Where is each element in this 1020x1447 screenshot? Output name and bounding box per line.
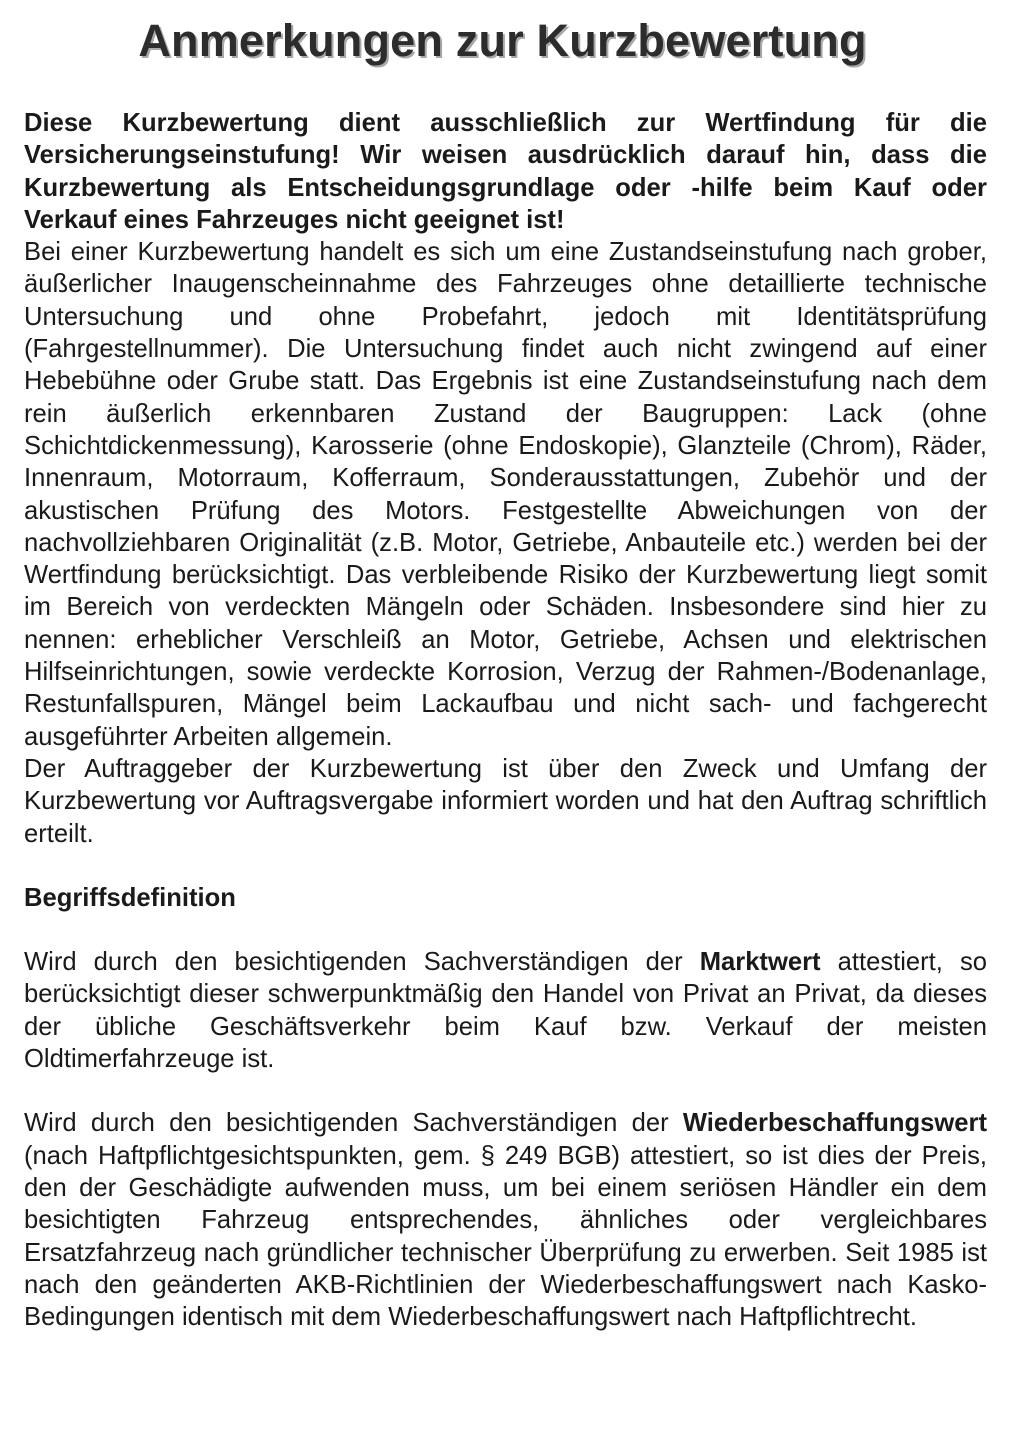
wbw-text-before: Wird durch den besichtigenden Sachverständigen der — [24, 1109, 683, 1138]
intro-disclaimer: Diese Kurzbewertung dient ausschließlich zur Wertfindung für die Versicherungseinstufung! Wir weisen ausdrücklich darauf hin, dass die Kurzbewertung als Entscheidungsgrundlage oder -hilfe beim Kauf oder Verkauf eines Fahrzeuges nicht geeignet ist! — [24, 109, 987, 234]
document-body — [24, 107, 987, 1333]
spacer — [24, 1075, 987, 1107]
marktwert-term: Marktwert — [699, 948, 821, 977]
spacer — [24, 914, 987, 946]
wbw-term: Wiederbeschaffungswert — [682, 1109, 987, 1138]
marktwert-paragraph — [24, 946, 987, 1075]
spacer — [24, 850, 987, 882]
body-paragraph-2: Der Auftraggeber der Kurzbewertung ist über den Zweck und Umfang der Kurzbewertung vor Auftragsvergabe informiert worden und hat den Auftrag schriftlich erteilt. — [24, 754, 987, 848]
page-title: Anmerkungen zur Kurzbewertung — [138, 15, 867, 66]
body-paragraph-1: Bei einer Kurzbewertung handelt es sich um eine Zustandseinstufung nach grober, äußerlicher Inaugenscheinnahme des Fahrzeuges ohne detaillierte technische Untersuchung und ohne Probefahrt, jedoch mit Identitätsprüfung (Fahrgestellnummer). Die Untersuchung findet auch nicht zwingend auf einer Hebebühne oder Grube statt. Das Ergebnis ist eine Zustandseinstufung nach dem rein äußerlich erkennbaren Zustand der Baugruppen: Lack (ohne Schichtdickenmessung), Karosserie (ohne Endoskopie), Glanzteile (Chrom), Räder, Innenraum, Motorraum, Kofferraum, Sonderausstattungen, Zubehör und der akustischen Prüfung des Motors. Festgestellte Abweichungen von der nachvollziehbaren Originalität (z.B. Motor, Getriebe, Anbauteile etc.) werden bei der Wertfindung berücksichtigt. Das verbleibende Risiko der Kurzbewertung liegt somit im Bereich von verdeckten Mängeln oder Schäden. Insbesondere sind hier zu nennen: erheblicher Verschleiß an Motor, Getriebe, Achsen und elektrischen Hilfseinrichtungen, sowie verdeckte Korrosion, Verzug der Rahmen-/Bodenanlage, Restunfallspuren, Mängel beim Lackaufbau und nicht sach- und fachgerecht ausgeführter Arbeiten allgemein. — [24, 238, 987, 751]
marktwert-text-before: Wird durch den besichtigenden Sachverständigen der — [24, 948, 700, 977]
section-heading: Begriffsdefinition — [24, 883, 236, 912]
marktwert-text-after: attestiert, so berücksichtigt dieser schwerpunktmäßig den Handel von Privat an Privat, da dieses der übliche Geschäftsverkehr beim Kauf bzw. Verkauf der meisten Oldtimerfahrzeuge ist. — [24, 948, 987, 1074]
wiederbeschaffungswert-paragraph — [24, 1107, 987, 1333]
wbw-text-after: (nach Haftpflichtgesichtspunkten, gem. § 249 BGB) attestiert, so ist dies der Preis, den der Geschädigte aufwenden muss, um bei einem seriösen Händler ein dem besichtigten Fahrzeug entsprechendes, ähnliches oder vergleichbares Ersatzfahrzeug nach gründlicher technischer Überprüfung zu erwerben. Seit 1985 ist nach den geänderten AKB-Richtlinien der Wiederbeschaffungswert nach Kasko-Bedingungen identisch mit dem Wiederbeschaffungswert nach Haftpflichtrecht. — [24, 1141, 987, 1332]
